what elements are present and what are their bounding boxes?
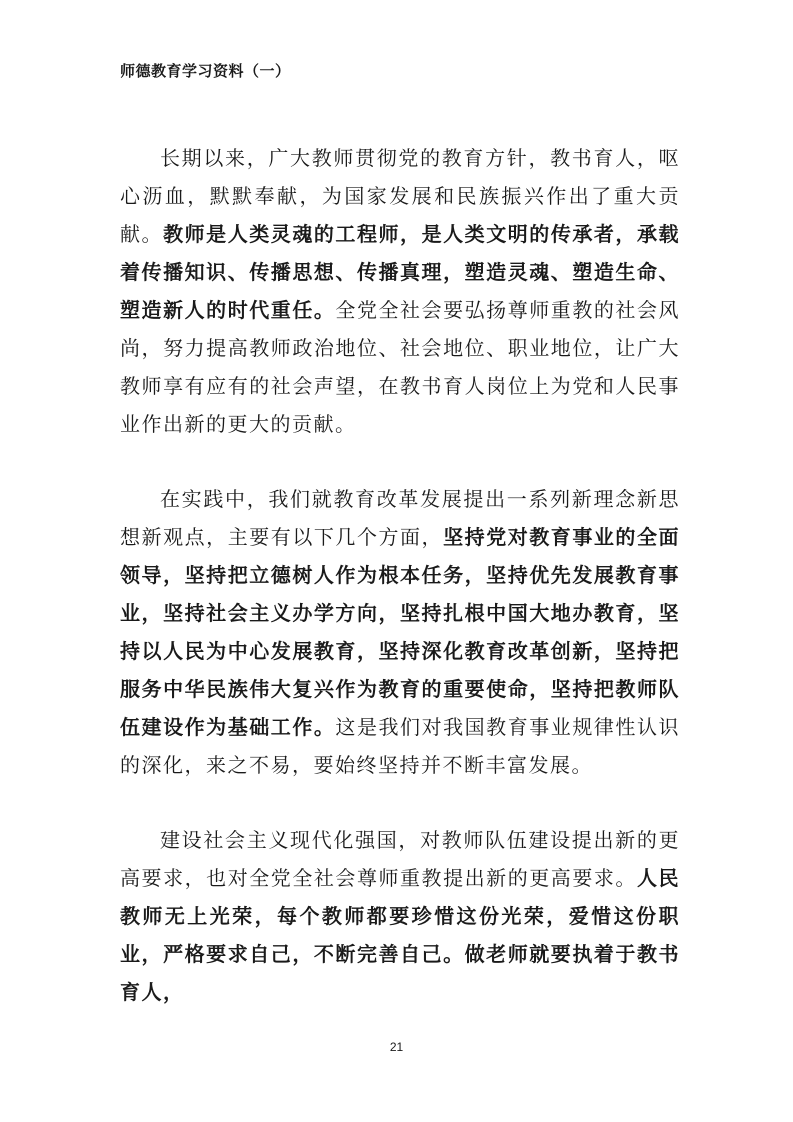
paragraph-emphasis: 坚持党对教育事业的全面领导，坚持把立德树人作为根本任务，坚持优先发展教育事业，坚持社会主义办学方向，坚持扎根中国大地办教育，坚持以人民为中心发展教育，坚持深化教育改革创新，坚持把服务中华民族伟大复兴作为教育的重要使命，坚持把教师队伍建设作为基础工作。 <box>120 525 681 739</box>
paragraph-text: 全党全社会要弘扬尊师重教的社会风尚，努力提高教师政治地位、社会地位、职业地位，让广大教师享有应有的社会声望，在教书育人岗位上为党和人民事业作出新的更大的贡献。 <box>120 298 681 436</box>
page-number: 21 <box>389 1040 404 1054</box>
paragraph <box>120 481 680 785</box>
paragraph <box>120 140 680 444</box>
paragraph-text: 长期以来，广大教师贯彻党的教育方针，教书育人，呕心沥血，默默奉献，为国家发展和民族振兴作出了重大贡献。 <box>120 146 680 246</box>
paragraph-text: 在实践中，我们就教育改革发展提出一系列新理念新思想新观点，主要有以下几个方面， <box>120 487 680 549</box>
document-body <box>120 140 680 1049</box>
paragraph-emphasis: 教师是人类灵魂的工程师，是人类文明的传承者，承载着传播知识、传播思想、传播真理，塑造灵魂、塑造生命、塑造新人的时代重任。 <box>120 222 681 322</box>
paragraph-emphasis: 人民教师无上光荣，每个教师都要珍惜这份光荣，爱惜这份职业，严格要求自己，不断完善自己。做老师就要执着于教书育人， <box>120 866 681 1004</box>
document-header: 师德教育学习资料（一） <box>120 62 291 80</box>
paragraph <box>120 822 680 1012</box>
paragraph-text: 建设社会主义现代化强国，对教师队伍建设提出新的更高要求，也对全党全社会尊师重教提出新的更高要求。 <box>120 828 680 890</box>
paragraph-text: 这是我们对我国教育事业规律性认识的深化，来之不易，要始终坚持并不断丰富发展。 <box>120 715 681 777</box>
